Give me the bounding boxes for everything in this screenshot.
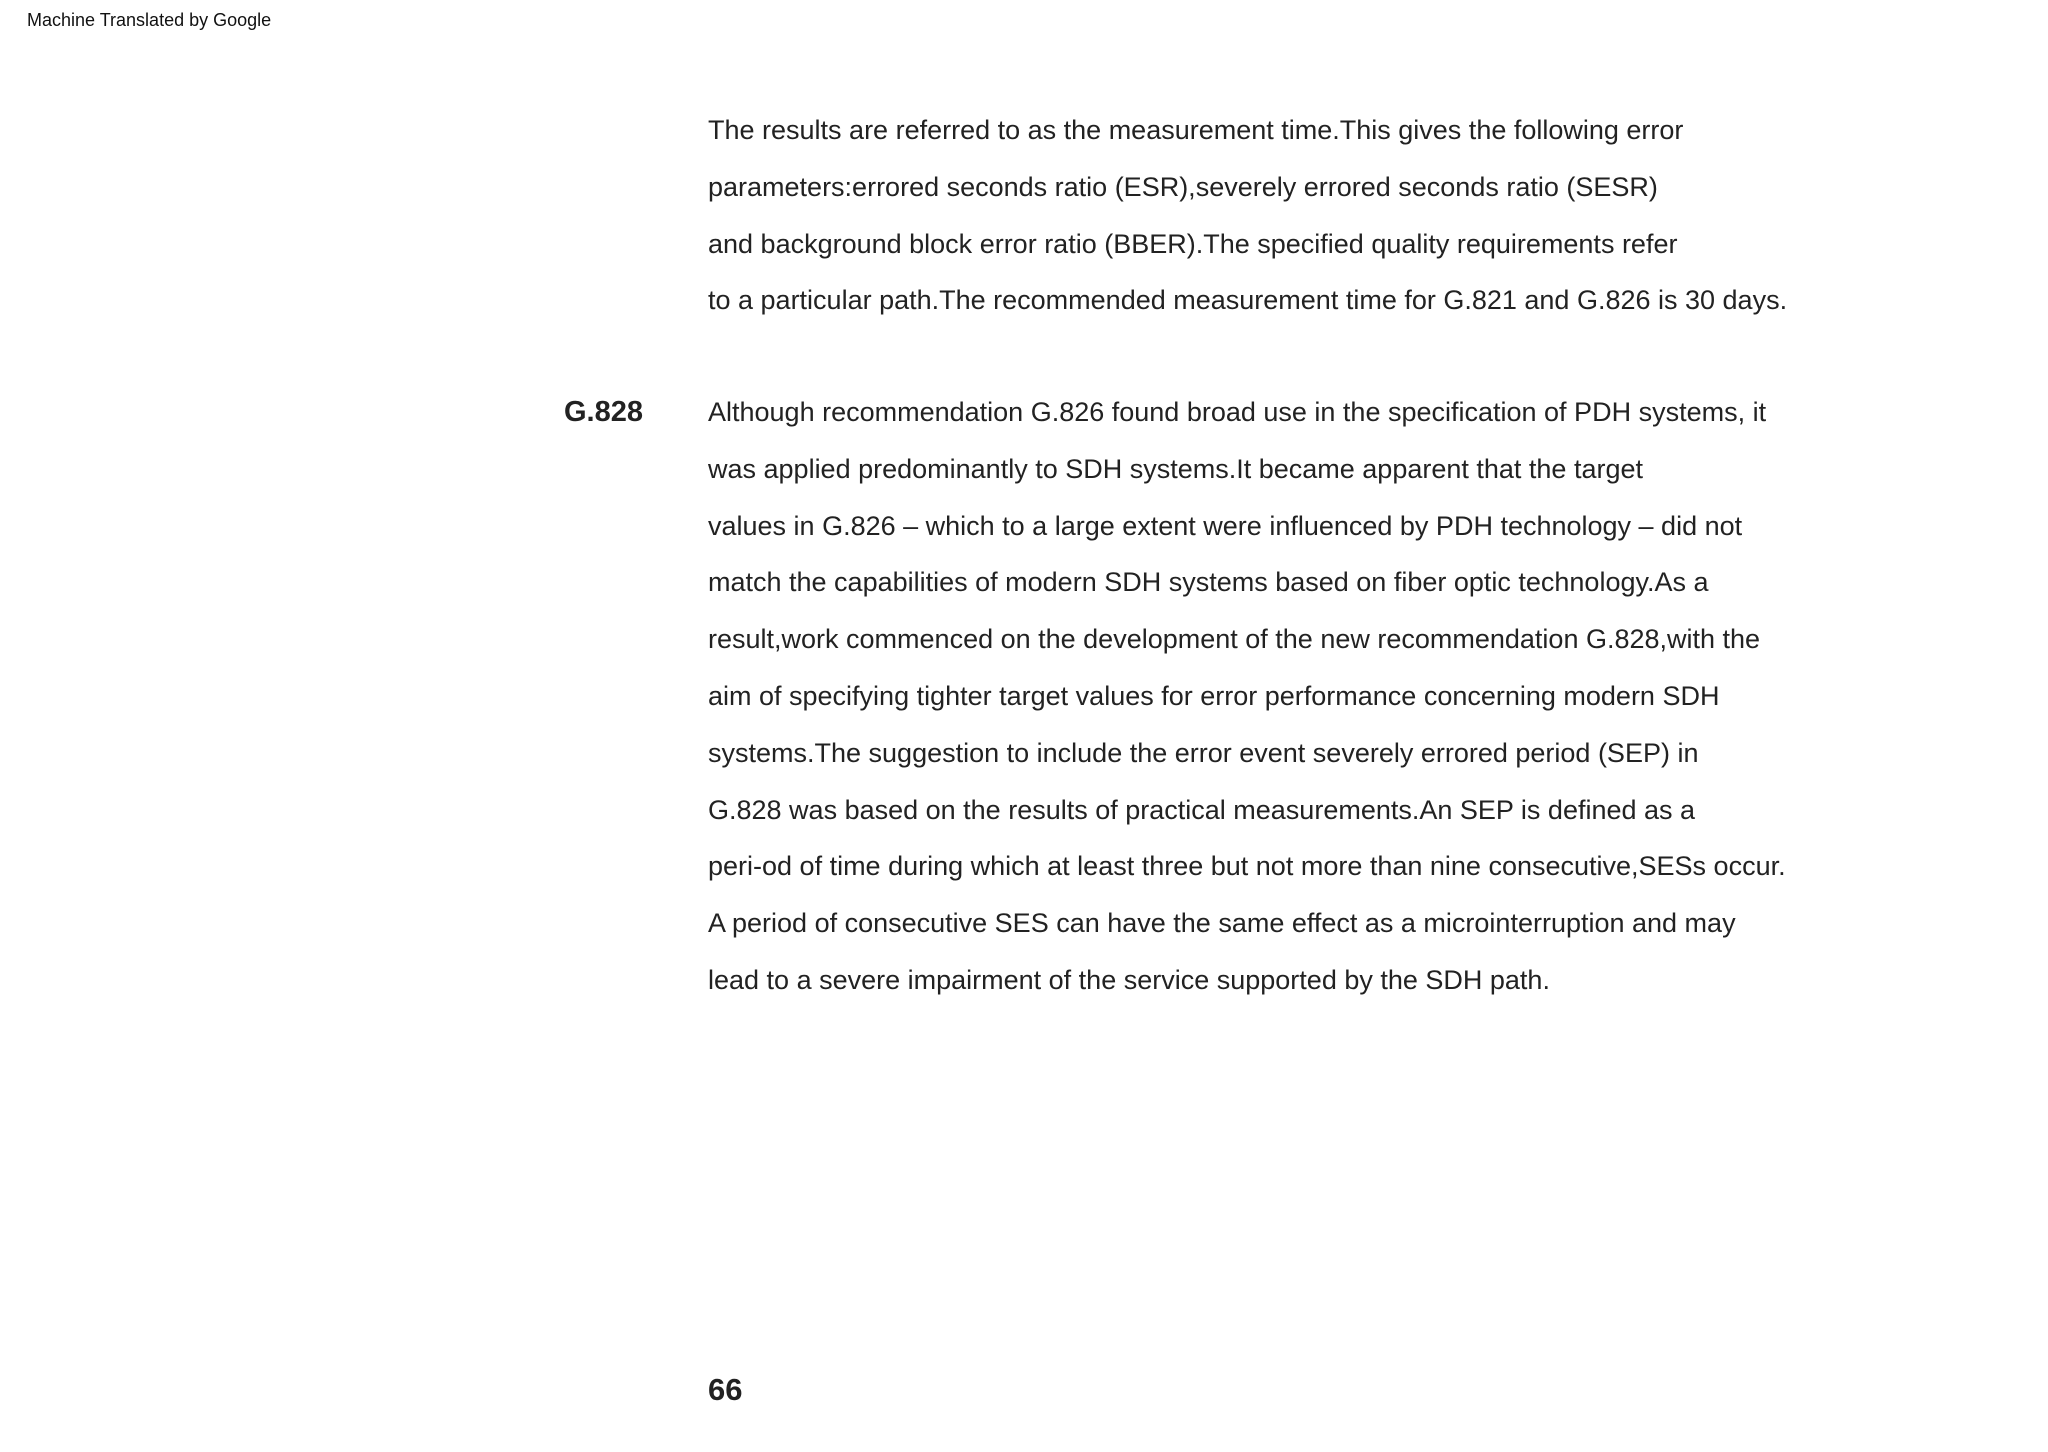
machine-translation-banner: Machine Translated by Google: [27, 10, 272, 30]
paragraph-line: peri-od of time during which at least three but not more than nine consecutive,SESs occur.: [708, 851, 1786, 882]
paragraph-line: to a particular path.The recommended measurement time for G.821 and G.826 is 30 days.: [708, 285, 1788, 316]
paragraph-line: Although recommendation G.826 found broad use in the specification of PDH systems, it: [708, 397, 1767, 427]
paragraph-line: systems.The suggestion to include the error event severely errored period (SEP) in: [708, 737, 1699, 768]
paragraph-line: values in G.826 – which to a large extent were influenced by PDH technology – did not: [708, 510, 1743, 541]
paragraph-line: A period of consecutive SES can have the same effect as a microinterruption and may: [708, 908, 1736, 939]
intro-paragraph: [708, 102, 1858, 329]
g828-paragraph: [708, 384, 1858, 1009]
paragraph-line: aim of specifying tighter target values for error performance concerning modern SDH: [708, 680, 1720, 711]
paragraph-line: lead to a severe impairment of the service supported by the SDH path.: [708, 964, 1550, 995]
paragraph-line: G.828 was based on the results of practical measurements.An SEP is defined as a: [708, 794, 1696, 825]
paragraph-line: was applied predominantly to SDH systems.It became apparent that the target: [708, 453, 1643, 484]
paragraph-line: match the capabilities of modern SDH systems based on fiber optic technology.As a: [708, 567, 1709, 598]
paragraph-line: result,work commenced on the development of the new recommendation G.828,with the: [708, 624, 1761, 655]
section-heading-g828: G.828: [564, 396, 643, 428]
paragraph-line: parameters:errored seconds ratio (ESR),severely errored seconds ratio (SESR): [708, 171, 1658, 202]
paragraph-line: The results are referred to as the measurement time.This gives the following error: [708, 115, 1684, 145]
paragraph-line: and background block error ratio (BBER).The specified quality requirements refer: [708, 228, 1678, 259]
page-number: 66: [708, 1372, 743, 1407]
